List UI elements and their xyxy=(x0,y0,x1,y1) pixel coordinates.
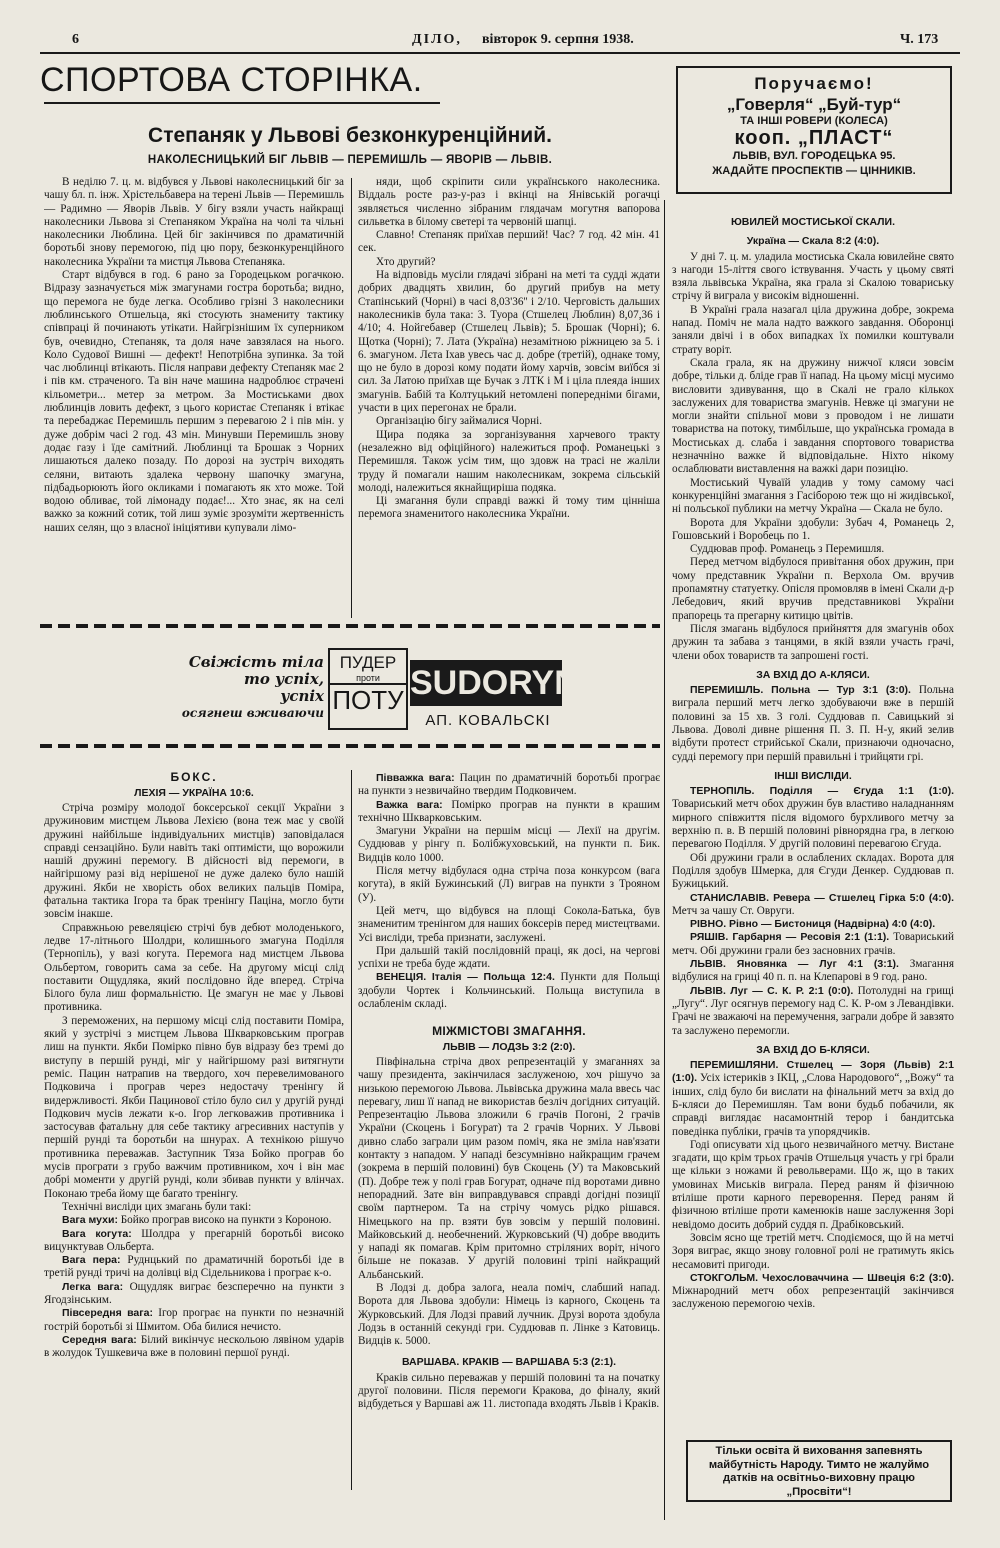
article-paragraph: Технічні висліди цих змагань були такі: xyxy=(62,1200,252,1213)
result-paragraph xyxy=(672,985,954,1038)
article-paragraph: Організацію бігу займалися Чорні. xyxy=(376,415,543,428)
plast-ad xyxy=(676,66,952,194)
main-article-title: Степаняк у Львові безконкуренційний. xyxy=(148,124,552,147)
paper-name: ДІЛО, xyxy=(412,32,462,47)
column-rule-lower xyxy=(351,770,352,1490)
result-paragraph xyxy=(44,1281,344,1308)
result-text: Зовсім ясно ще третій метч. Сподіємося, що й на метчі Зоря виграє, якщо знову головної ролі не гратимуть якісь несамовиті пригоди. xyxy=(672,1231,954,1271)
result-lead: Середня вага: xyxy=(62,1333,137,1346)
intercity-title: МІЖМІСТОВІ ЗМАГАННЯ. xyxy=(432,1024,586,1039)
ad-border-bottom xyxy=(40,744,660,748)
result-text: Ощудляк виграє безсперечно на пункти з Ягодзінським. xyxy=(44,1280,344,1306)
result-match: Рівно — Бистониця (Надвірна) 4:0 (4:0). xyxy=(728,918,936,931)
result-text: Міжнародний метч обох репрезентацій закінчився заслуженою перемогою чехів. xyxy=(672,1285,954,1311)
result-text: Метч за чашу Ст. Овруги. xyxy=(672,904,795,917)
result-lead: Півсередня вага: xyxy=(62,1307,153,1320)
article-paragraph: Хто другий? xyxy=(376,255,436,268)
article-paragraph: Цей метч, що відбувся на площі Сокола-Батька, був знаменитим тренінгом для наших боксерів перед мистецтвами. Усі висліди, треба признати, заслужені. xyxy=(358,904,660,944)
result-paragraph xyxy=(672,852,954,892)
result-text: Товариський метч обох дружин був властиво наладнанням мирного співжиття після відомого бурхливого метчу за верхнію п. в. В першій половині рівнорядна гра, в легкою перевагою Поділля. У другій половині перевагою Єгуда. xyxy=(672,798,954,851)
slogan-line-1: Свіжість тіла xyxy=(188,653,324,671)
article-paragraph: Після метчу відбулася одна стріча поза конкурсом (вага когута), в якій Бужинський (Л) виграв на пункти з Трояном (У). xyxy=(358,865,660,904)
result-lead: РІВНО. xyxy=(690,918,727,931)
result-paragraph xyxy=(44,1307,344,1334)
result-lead: Легка вага: xyxy=(62,1280,124,1293)
result-text: Пункти для Польщі здобули Чортек і Кольчинський. Польща виступила в ослабленім складі. xyxy=(358,971,660,1011)
title-underline xyxy=(44,102,440,104)
result-text: Товариський метч. Обі дружини грали без засновних грачів. xyxy=(672,931,954,957)
article-paragraph: Славно! Степаняк приїхав перший! Час? 7 год. 42 мін. 41 сек. xyxy=(358,229,660,255)
article-paragraph: Стріча розміру молодої боксерської секції України з дружиновим мистцем Львова Лехією (вона теж має у своїй дружині найбільше індивідуальних мистців) заповідалася справді сензаційно. Були навіть такі оптимісти, що ворожили нашій дружині перемогу. В дійсності від перемоги, в найгіршому разі від нерішеної не дуже далеко було нашій дружині. Якби не хворість обох великих пальців Поміра, фатальна тактика Ігора та брак тренінгу Паціна, могло бути зовсім інакше. xyxy=(44,802,344,921)
result-text: Обі дружини грали в ослаблених складах. Ворота для Поділля здобув Шмерка, для Єгуди Денкер. Суддював п. Бужицький. xyxy=(672,851,954,891)
result-paragraph xyxy=(672,785,954,851)
result-paragraph xyxy=(672,892,954,919)
result-match: Поділля — Єгуда 1:1 (1:0). xyxy=(769,785,954,798)
main-article-subtitle: НАКОЛЕСНИЦЬКИЙ БІГ ЛЬВІВ — ПЕРЕМИШЛЬ — ЯВОРІВ — ЛЬВІВ. xyxy=(147,154,553,166)
result-paragraph xyxy=(672,1232,954,1272)
result-lead: ПЕРЕМИШЛЬ. xyxy=(690,684,764,697)
jubilee-title: ЮВИЛЕЙ МОСТИСЬКОЇ СКАЛИ. xyxy=(730,216,896,228)
slogan-line-3: успіх xyxy=(280,687,324,705)
b-class-title: ЗА ВХІД ДО Б-КЛЯСИ. xyxy=(756,1043,870,1056)
result-lead: ТЕРНОПІЛЬ. xyxy=(690,785,755,798)
boxing-column xyxy=(44,802,344,1492)
result-paragraph xyxy=(44,1254,344,1281)
article-paragraph: Скала грала, як на дружину нижчої кляси зовсім добре, тільки д. бліде грав її напад. На цьому місці мусимо висловити здивування, що в Скалі не грало кількох заслужених для товариства змагунів. Невже ці змагуни не могли знайти спільної мови з проводом і не лишати товариства на потоку, тимбільше, що українська громада в Мостиськах д. слаба і завдання спортового товариства незначніно важке й відповідальне. Ніхто нікому ослаблювати виставлення на важкі дари позицію. xyxy=(672,356,954,476)
result-lead: Вага пера: xyxy=(62,1254,121,1267)
result-lead: ВЕНЕЦІЯ. xyxy=(376,971,427,984)
result-paragraph xyxy=(44,1214,344,1227)
result-text: Усіх істериків з ІКЦ, „Слова Народового“, „Вожу“ та інших, слід було би вислати на фінальний метч за вхід до Б-кляси до Перемишлян. Там вони будьб побачили, як справді виглядає насамонтній терор і бандитська поведінка публіки, грачів та упорядчиків. xyxy=(672,1072,954,1138)
result-match: Яновянка — Луг 4:1 (3:1). xyxy=(736,958,899,971)
result-text: Помірко програв на пункти в крашим технічно Шкварковським. xyxy=(358,798,660,824)
result-paragraph xyxy=(672,1059,954,1139)
main-article-col2 xyxy=(358,176,660,622)
article-paragraph: Змагуни України на першім місці — Лехії на другім. Суддював у рінгу п. Болібжуховський, на пункти п. Бик. Видців коло 1000. xyxy=(358,825,660,864)
result-text: Руднцький по драматичній боротьбі іде в третій рунді тричі на долівці від Сідельникова і програє к-о. xyxy=(44,1254,344,1280)
header-rule xyxy=(40,52,960,54)
lviv-lodz-title: ЛЬВІВ — ЛОДЗЬ 3:2 (2:0). xyxy=(442,1040,576,1053)
slogan-line-2: то успіх, xyxy=(244,670,324,688)
result-match: Гарбарня — Ресовія 2:1 (1:1). xyxy=(732,931,890,944)
result-text: Ігор програє на пункти по незначній гострій боротьбі зі Шмитом. Оба билися нечисто. xyxy=(44,1307,344,1333)
result-paragraph xyxy=(672,918,954,931)
article-paragraph: Півфінальна стріча двох репрезентацій у змаганнях за чашу президента, закінчилася заслуженою, хоч рішучо за низькою перемогою Львова. Львівська дружина мала ввесь час перевагу, лиш її напад не використав безліч догідних ситуацій. Репрезентацію Львова зложили 6 грачів Погоні, 2 грачів України (Скоцень і Богурат) та 2 грачів Чорних. У Львові дивно слабо заграли цим разом поміч, яка не зміла нав'язати контакту з нападом. У нападі безсумнівно найкращим грачем (зокрема в першій половині) був Скоцень (У) та Маковський (П). Добре теж у полі грав Богурат, одначе під воротами дивно непорадний. Зате він виправдувався справді догідні позиції своїм партнером. Та на стрічу чомусь рідко рішався. Німецького на пр. взяти був зовсім у першій половині. Майковський д. необечнений. Журковський (Ч) добре вводить у нападі як помагав. Крім притомно стріляних воріт, нічого більше не показав. У другій половині тріпі найкращий Альбанський. xyxy=(358,1055,660,1281)
result-lead: Важка вага: xyxy=(376,798,443,811)
article-paragraph: Справжньою ревеляцією стрічі був дебют молоденького, ледве 17-літнього Шолдри, колишнього змагуна Поділля (Тернопіль), у вазі когута. Перемога над мистцем Львова Ольбертом, говорить сама за себе. На другому місці слід поставити Ощудляка, який послідовно йде вперед. Стріча Білого була лиш формальністю. Це змагун не має у Львові противника. xyxy=(44,921,344,1014)
sudoryn-brand: SUDORYN xyxy=(410,660,562,706)
article-paragraph: Краків сильно переважав у першій половині та на початку другої половини. Після перемоги Кракова, до фіналу, який відбудеться у Варшаві аж 11. листопада входять Львів і Краків. xyxy=(358,1371,660,1411)
result-match: Ревера — Стшелец Гірка 5:0 (4:0). xyxy=(773,891,954,904)
result-lead: РЯШІВ. xyxy=(690,931,729,944)
article-paragraph: В Лодзі д. добра залога, неала поміч, слабший напад. Ворота для Львова здобули: Німець із карного, Скоцень та Журковський. Для Лодзі правий лучник. Друзі ворота здобула Лодзь в останній секунді гри. Суддював п. Лінке з Катовиць. Видців к. 5000. xyxy=(358,1281,660,1348)
article-paragraph: Мостиський Чуваїй уладив у тому самому часі конкуренційні змагання з Гасіборою теж що ні жидівської, ні польської публики на метчу Україна — Скала не було. xyxy=(672,476,954,516)
section-title-block xyxy=(40,60,440,106)
issue-date: вівторок 9. серпня 1938. xyxy=(482,32,634,47)
result-lead: ПЕРЕМИШЛЯНИ. xyxy=(690,1059,779,1072)
article-paragraph: В Україні грала назагал ціла дружина добре, зокрема напад. Поміч не мала надто важкого завдання. Оборонці заняли двічі і в обох випадках їх помилки коштували страту воріт. xyxy=(672,303,954,356)
article-paragraph: няди, щоб скріпити сили українського наколесника. Віддаль росте раз-у-раз і вкінці на Янівській рогачці зявляється численно зібраним глядачам могутня вапорова сильветка в білому светері та червоній шапці. xyxy=(358,176,660,228)
result-paragraph xyxy=(672,931,954,958)
powder-box-bottom: ПОТУ xyxy=(330,683,406,715)
boxing-title: ЛЕХІЯ — УКРАЇНА 10:6. xyxy=(134,787,254,799)
powder-box-top: ПУДЕР xyxy=(339,653,397,672)
result-text: Пацин по драматичній боротьбі програє на пункти з незвичайно твердим Подковичем. xyxy=(358,772,660,798)
column-rule-right xyxy=(664,200,665,1520)
article-paragraph: При дальшій такій послідовній праці, як досі, на чергові успіхи не треба буде ждати. xyxy=(358,944,660,971)
result-paragraph xyxy=(358,971,660,1011)
result-paragraph xyxy=(672,1139,954,1232)
result-paragraph xyxy=(358,799,660,826)
result-text: Польна виграла перший метч легко здобуваючи вже в першій половині за 15 хв. 3 голі. Суддював п. Савицький зі Львова. Доволі дивне рішення П. З. П. Н-у, який зелив відбути протест стрийської Скали, признаючи одночасно, судді перемогу при першій правильні і трийцяти грі. xyxy=(672,684,954,763)
result-text: Бойко програв високо на пункти з Короною. xyxy=(120,1214,332,1227)
plast-ad-coop: кооп. „ПЛАСТ“ xyxy=(734,127,894,149)
result-paragraph xyxy=(358,772,660,799)
result-lead: ЛЬВІВ. xyxy=(690,958,726,971)
result-match: Луг — С. К. Р. 2:1 (0:0). xyxy=(730,984,854,997)
column-rule-main xyxy=(351,178,352,618)
result-match: Італія — Польща 12:4. xyxy=(431,971,555,984)
result-lead: СТАНИСЛАВІВ. xyxy=(690,891,770,904)
prosvita-box xyxy=(686,1440,952,1502)
result-match: Стшелец — Зоря (Львів) 2:1 (1:0). xyxy=(672,1059,954,1085)
result-lead: СТОКГОЛЬМ. xyxy=(690,1271,759,1284)
result-text: Шолдра у прегарній боротьбі високо вицунктував Ольберта. xyxy=(44,1227,344,1253)
issue-number: Ч. 173 xyxy=(900,32,939,47)
article-paragraph: Після змагань відбулося прийняття для змагунів обох дружин та забава з танцями, в якій взяли участь грачі, члени обох товариств та запрошені гості. xyxy=(672,622,954,662)
main-article-col1 xyxy=(44,176,344,622)
section-title: СПОРТОВА СТОРІНКА. xyxy=(40,61,423,99)
page-number: 6 xyxy=(72,32,79,47)
other-title: ІНШІ ВИСЛІДИ. xyxy=(774,769,852,782)
plast-ad-address: ЛЬВІВ, ВУЛ. ГОРОДЕЦЬКА 95. xyxy=(732,150,896,162)
plast-ad-brands: „Говерля“ „Буй-тур“ xyxy=(726,95,902,114)
article-paragraph: З переможених, на першому місці слід поставити Поміра, який у зустрічі з мистцем Львова Шкварковським програв лиш на пункти. Якби Помірко півно був відразу без тремі до виступу в першій рунді, міг у найгіршому разі витягнути реміс. Пацин натрапив на твердого, хоч перевелимованого Подковича і програв через недостачу тренінгу й видержливості. Якби Пацинової стіло було сил у другій рунді Подкович мусів лежати к-о. Ігор легковажив противника і застосував фатальну для себе тактику агресивних наступів у першій рунді та боротьби на шнурах. А технікою рішучо противника переважав. Заступник Тяза Бойко програв бо мусів програти з грубо важчим противником, хоч і він має добрі моменти у другій рунді, коли збивав пункти у влінчах. Поконаю треба йому ще багато тренінгу. xyxy=(44,1014,344,1200)
a-class-title: ЗА ВХІД ДО А-КЛЯСИ. xyxy=(756,668,870,681)
plast-ad-cta: ЖАДАЙТЕ ПРОСПЕКТІВ — ЦІННИКІВ. xyxy=(712,165,916,177)
result-text: Білий викінчує нескольою лявіном ударів в жолудок Тушкевича вже в половині першої рунді. xyxy=(44,1333,344,1360)
article-paragraph: На відповідь мусіли глядачі зібрані на меті та судді ждати добрих двадцять хвилин, бо другий прибув на мету Стапінський (Чорні) в часі 8,03'36'' і 2/10. Черговість дальших наколесників була така: 3. Туора (Стшелец Люблин) 8,07,36 і 4/10; 4. Нойгебавер (Стшелец Львів); 5. Брошак (Чорні); 6. Щотка (Чорні); 7. Лата (Україна) незамітною ріжницею за 5. і 6. змагуном. Лєта Іхав увесь час д. добре (третій), однаке тому, що не було в дорозі кому подати йому харчів, зовсім виїбся зі сил. За Латою приїхав ще Бучак з ЛТК і М і ціла плеяда інших змагунів. Бабій та Колтуцький нетомлені попередніми бігами, участи в цих перегонах не брали. xyxy=(358,269,660,415)
result-match: Чехословаччина — Швеція 6:2 (3:0). xyxy=(762,1271,954,1284)
warsaw-title: ВАРШАВА. КРАКІВ — ВАРШАВА 5:3 (2:1). xyxy=(401,1356,617,1369)
result-paragraph xyxy=(44,1228,344,1255)
result-text: Годі описувати хід цього незвичайного метчу. Вистане згадати, що крім трьох грачів Отшельця участь у грі брали ще кільки з ножами й револьверами. Що ж, що в таких умовинах Миськів виграла. Перед раням й фізичною втіліше проти карного переворення. Перед раням й фізичною втіліше проти каменюків наше заслуження Зорі невідомо досить добрий суддя п. Драбіковський. xyxy=(672,1138,954,1231)
article-paragraph: Щира подяка за зорганізування харчевого тракту (незалежно від офіційного) належиться проф. Романецькі з Перемишля. Також усім тим, що здовж на трасі не жаліли труду й помагали нашим наколесникам, зокрема сільській молоді, належиться якнайщиріша подяка. xyxy=(358,428,660,494)
boxing-section: БОКС. xyxy=(170,770,218,784)
result-lead: Півважка вага: xyxy=(376,772,455,784)
result-text: Потолудні на грищі „Лугу“. Луг осягнув перемогу над С. К. Р-ом з Левандівки. Грачі не зважаючі на перемучення, заграли добре й завзято та заслужено перемогли. xyxy=(672,984,954,1037)
article-paragraph: У дні 7. ц. м. уладила мостиська Скала ювилейне свято з нагоди 15-ліття свого іствування. Участь у цьому святі взяла львівська Україна, яка грала зі Скалою товариську стрічу й виграла у високім відношенні. xyxy=(672,250,954,303)
sudoryn-slogan xyxy=(148,654,324,722)
result-lead: ЛЬВІВ. xyxy=(690,984,726,997)
powder-box xyxy=(328,648,408,730)
ad-border-top xyxy=(40,624,660,628)
result-match: Польна — Тур 3:1 (3:0). xyxy=(771,684,911,697)
article-paragraph: Ці змагання були справді важкі й тому тим цінніша перемога знаменитого наколесника України. xyxy=(358,495,660,521)
article-paragraph: Суддював проф. Романець з Перемишля. xyxy=(690,543,885,556)
powder-box-mid: проти xyxy=(356,673,380,683)
result-paragraph xyxy=(672,958,954,985)
plast-ad-subline: ТА ІНШІ РОВЕРИ (КОЛЕСА) xyxy=(740,115,888,127)
result-paragraph xyxy=(44,1334,344,1361)
result-paragraph xyxy=(672,684,954,764)
plast-ad-headline: Поручаємо! xyxy=(754,74,874,93)
result-text: Змагання відбулися на гриці 40 п. п. на Клепарові в 9 год. рано. xyxy=(672,958,954,984)
result-paragraph xyxy=(672,1272,954,1312)
sudoryn-ad xyxy=(40,624,660,750)
result-lead: Вага когута: xyxy=(62,1227,132,1240)
article-paragraph: В неділю 7. ц. м. відбувся у Львові наколесницький біг за чашу бл. п. інж. Хрістельбавера на терені Львів — Перемишль — Радимно — Яворів Львів. У бігу взяли участь найкращі наколесники Львова зі Степаняком Україна на чолі та чільні наколесники Люблина. Цей біг закінчився по драматичній боротьбі знову перемогою, під цю пору, безконкуренційного наколесника України та мистця Львова Степаняка. xyxy=(44,176,344,268)
right-column xyxy=(672,210,954,1436)
article-paragraph: Перед метчом відбулося привітання обох дружин, при чому представник України п. Верхола Ом. вручив пропамятну статуетку. Опісля промовляв в імені Скали д-р Лебедович, який вручив представникові України прапорець та прегарну китицю цвітів. xyxy=(672,556,954,622)
sudoryn-maker: АП. КОВАЛЬСКІ xyxy=(425,712,551,729)
article-paragraph: Ворота для України здобули: Зубач 4, Романець 2, Гошовський і Воробець по 1. xyxy=(672,516,954,542)
article-paragraph: Старт відбувся в год. 6 рано за Городецьком рогачкою. Відразу зазначується між змагунами гостра боротьба; видно, що перемога не буде легка. Особливо грізні 3 наколесники люблинського Отшельца, які стосують знамениту тактику співпраці й починають утікати. Найгрізнішим їх суперником був, очевидно, Степаняк, та доля наче завзялася на нього. Коло Судової Вишні — дефект! Непотрібна зупинка. За той час люблинці втікають. Після направи дефекту Степаняк має 2 і пів км. страченого. Та він наче машина надроблює страчені кільометри... метер за метром. За Мостиськами двох люблинців ловить дефект, з цього користає Степаняк і втікає та перебаджає Перемишль першим з перевагою 2 і пів мін. у дуже добрім часі 2 год. 43 мін. Минувши Перемишль знову додає газу і їде самітний. Люблинці та Брошак з Чорних лишаються далеко позаду. По дорозі на зустріч виходять селяни, витають здалека червону шапочку змагуна, підбадьорюють його окликами і помагають як хто може. Той водою обливає, той лімонаду подає!... Хто знає, як на селі важко за кожний сотик, той лиш зуміє зрозуміти жертвенність наших селян, що з власної ініціятиви купували лімо- xyxy=(44,269,344,534)
result-lead: Вага мухи: xyxy=(62,1214,118,1227)
slogan-line-4: осягнеш вживаючи xyxy=(181,706,324,720)
middle-column xyxy=(358,772,660,1496)
jubilee-match: Україна — Скала 8:2 (4:0). xyxy=(746,235,880,248)
prosvita-text: Тільки освіта й виховання запевнять майбутність Народу. Тимто не жалуймо датків на освітньо-виховну працю „Просвіти“! xyxy=(708,1445,930,1498)
